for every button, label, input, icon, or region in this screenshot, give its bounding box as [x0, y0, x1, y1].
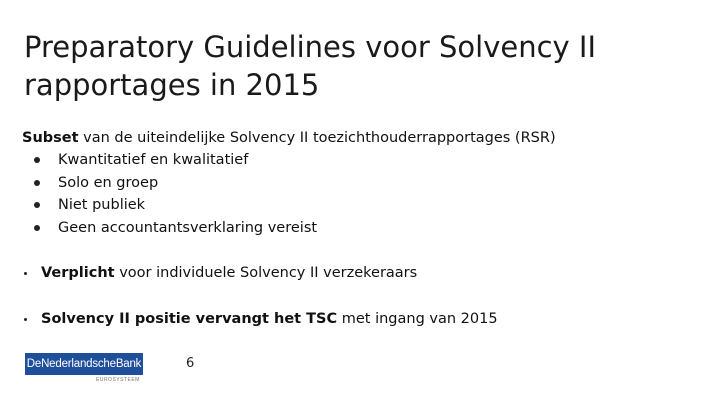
- logo-subtext: EUROSYSTEEM: [96, 377, 140, 383]
- bullet-dot-icon: [34, 157, 40, 163]
- list-item-text: Solo en groep: [58, 174, 159, 191]
- intro-rest: van de uiteindelijke Solvency II toezichthouderrapportages (RSR): [78, 130, 556, 146]
- bullet1-rest: voor individuele Solvency II verzekeraars: [114, 265, 418, 281]
- dnb-logo: DeNederlandscheBank: [25, 353, 143, 375]
- content-block: [22, 127, 712, 239]
- intro-bold: Subset: [22, 130, 79, 146]
- list-item-text: Kwantitatief en kwalitatief: [58, 152, 249, 168]
- bullet-dot-icon: [34, 180, 40, 186]
- intro-line: [22, 127, 712, 149]
- sub-bullet-list: [22, 149, 712, 239]
- bullet-verplicht: [22, 262, 417, 284]
- bullet1-bold: Verplicht: [41, 265, 115, 281]
- page-number: 6: [186, 356, 195, 371]
- list-item-text: Geen accountantsverklaring vereist: [58, 219, 318, 236]
- bullet2-rest: met ingang van 2015: [337, 311, 498, 327]
- bullet-dot-icon: [34, 225, 40, 231]
- list-item: [34, 194, 712, 217]
- bullet-dot-icon: [24, 272, 27, 275]
- list-item: [34, 149, 712, 172]
- list-item: [34, 217, 712, 240]
- list-item: [34, 172, 712, 195]
- bullet-dot-icon: [34, 202, 40, 208]
- bullet2-bold: Solvency II positie vervangt het TSC: [41, 311, 338, 327]
- slide-title: Preparatory Guidelines voor Solvency II rapportages in 2015: [24, 30, 597, 102]
- bullet-solvency-positie: [22, 308, 498, 330]
- list-item-text: Niet publiek: [58, 197, 146, 213]
- bullet-dot-icon: [24, 318, 27, 321]
